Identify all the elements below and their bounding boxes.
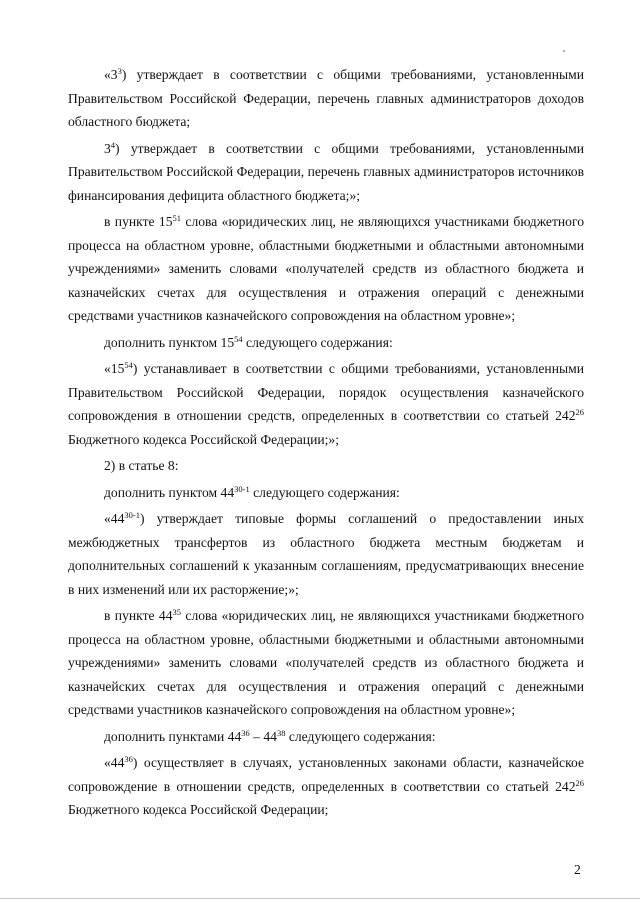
text-run: в пункте 44: [104, 608, 173, 623]
text-run: Бюджетного кодекса Российской Федерации;: [68, 802, 329, 817]
page-number: 2: [574, 862, 581, 877]
text-run: слова «юридических лиц, не являющихся участниками бюджетного процесса на областном уровне, областными бюджетными и областными автономными учреждениями» заменить словами «получателей средств из областного бюджета и казначейских счетах для осуществления и отражения операций с денежными средствами участников казначейского сопровождения на областном уровне»;: [68, 608, 584, 717]
paragraph: [68, 357, 584, 451]
superscript: 30-1: [124, 510, 140, 520]
text-run: в пункте 15: [104, 214, 173, 229]
text-run: ) устанавливает в соответствии с общими требованиями, установленными Правительством Российской Федерации, порядок осуществления казначейского сопровождения в отношении средств, определенных в соответствии со статьей 242: [68, 361, 584, 423]
paragraph: [68, 137, 584, 208]
paragraph: [68, 331, 584, 355]
paragraph: [68, 725, 584, 749]
paragraph: [68, 63, 584, 134]
superscript: 51: [172, 213, 182, 223]
superscript: 54: [124, 360, 133, 370]
superscript: 26: [575, 777, 584, 788]
text-run: Бюджетного кодекса Российской Федерации;»;: [68, 431, 339, 447]
text-run: «15: [104, 361, 125, 376]
text-run: «44: [104, 755, 125, 770]
text-run: ) утверждает в соответствии с общими требованиями, установленными Правительством Российской Федерации, перечень главных администраторов источников финансирования дефицита областного бюджета;»;: [68, 140, 584, 203]
superscript: 4: [110, 139, 116, 150]
paragraph: [68, 454, 584, 478]
paragraph: [68, 481, 584, 505]
superscript: 36: [124, 754, 133, 764]
superscript: 35: [172, 607, 182, 617]
superscript: 36: [241, 727, 250, 738]
document-body: [68, 63, 584, 825]
text-run: ) утверждает в соответствии с общими требованиями, установленными Правительством Российской Федерации, перечень главных администраторов доходов областного бюджета;: [68, 67, 584, 129]
superscript: 38: [276, 727, 286, 738]
text-run: слова «юридических лиц, не являющихся участниками бюджетного процесса на областном уровне, областными бюджетными и областными автономными учреждениями» заменить словами «получателей средств из областного бюджета и казначейских счетах для осуществления и отражения операций с денежными средствами участников казначейского сопровождения на областном уровне»;: [68, 214, 584, 323]
text-run: «3: [104, 67, 118, 82]
superscript: 26: [575, 407, 584, 417]
paragraph: [68, 210, 584, 328]
text-run: дополнить пунктами 44: [104, 728, 242, 744]
paragraph: [68, 604, 584, 722]
text-run: ) утверждает типовые формы соглашений о предоставлении иных межбюджетных трансфертов из областного бюджета местным бюджетам и дополнительных соглашений к указанным соглашениям, предусматривающих внесение в них изменений или их расторжение;»;: [68, 511, 584, 597]
text-run: дополнить пунктом 44: [104, 484, 235, 500]
superscript: 3: [117, 66, 122, 76]
superscript: 30-1: [234, 483, 250, 494]
text-run: 3: [104, 140, 111, 156]
text-run: ) осуществляет в случаях, установленных законами области, казначейское сопровождение в отношении средств, определенных в соответствии со статьей 242: [68, 755, 584, 794]
text-run: – 44: [249, 728, 277, 744]
text-run: дополнить пунктом 15: [104, 334, 235, 350]
paragraph: [68, 507, 584, 601]
text-run: 2) в статье 8:: [104, 458, 179, 473]
text-run: следующего содержания:: [249, 484, 400, 500]
scan-edge-line: [0, 898, 640, 899]
text-run: следующего содержания:: [285, 728, 436, 744]
text-run: следующего содержания:: [242, 334, 393, 350]
paragraph: [68, 751, 584, 822]
scan-speck: [563, 50, 565, 52]
text-run: «44: [104, 511, 125, 526]
superscript: 54: [234, 333, 243, 344]
